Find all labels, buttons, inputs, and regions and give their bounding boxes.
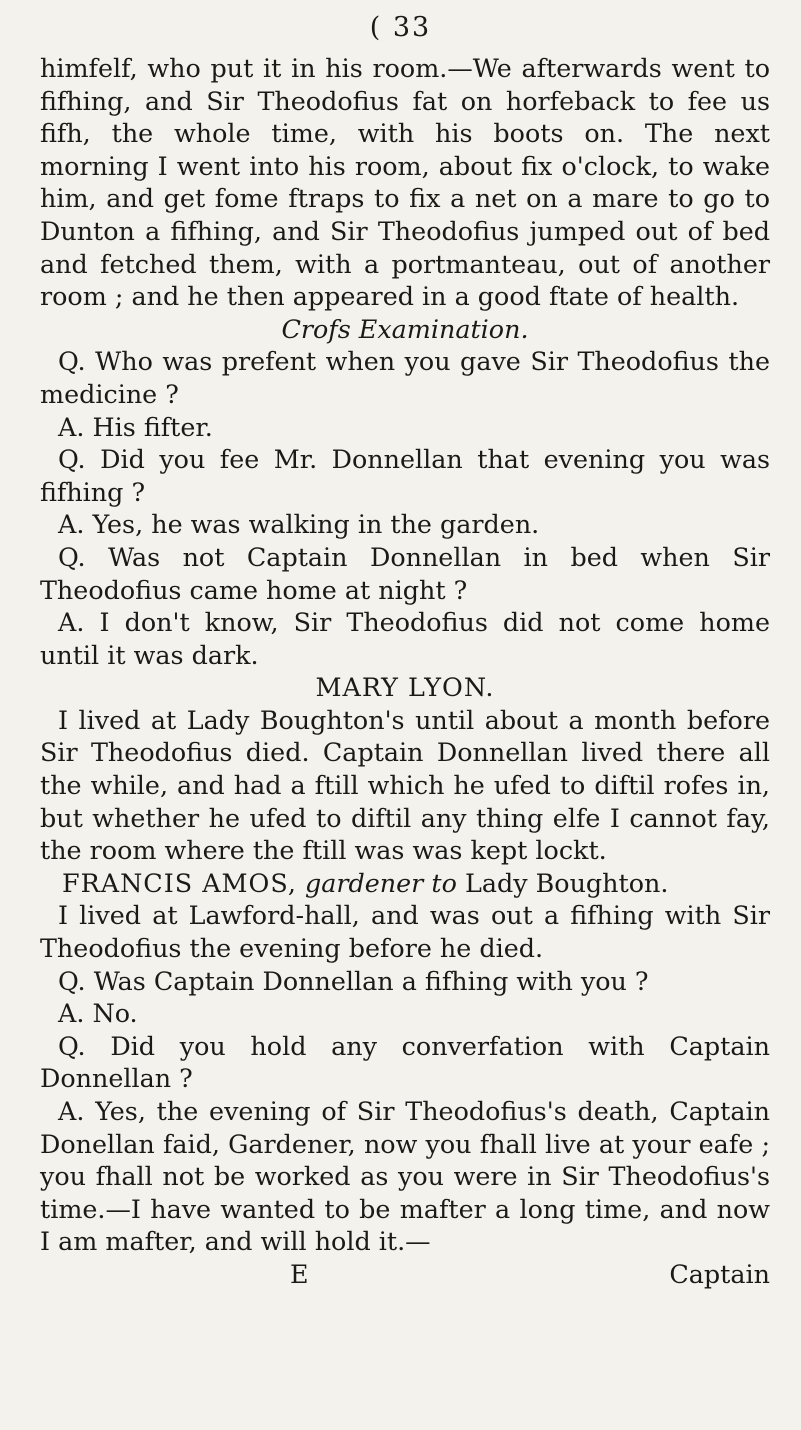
paragraph-mary-lyon: I lived at Lady Boughton's until about a month before Sir Theodofius died. Captain Donnellan lived there all the while, and had a ftill which he ufed to diftil rofes in, but whether he ufed to diftil any thing elfe I cannot fay, the room where the ftill was was kept lockt.	[40, 704, 770, 866]
page-footer	[40, 1258, 770, 1291]
answer-4: A. No.	[58, 998, 138, 1029]
answer-1: A. His fifter.	[58, 411, 213, 442]
paragraph-testimony: himfelf, who put it in his room.—We afterwards went to fifhing, and Sir Theodofius fat on horfeback to fee us fifh, the whole time, with his boots on. The next morning I went into his room, about fix o'clock, to wake him, and get fome ftraps to fix a net on a mare to go to Dunton a fifhing, and Sir Theodofius jumped out of bed and fetched them, with a portmanteau, out of another room ; and he then appeared in a good ftate of health.	[40, 53, 770, 312]
page-number: ( 33	[369, 12, 432, 43]
witness-role: gardener to	[305, 867, 457, 898]
signature-mark: E	[290, 1258, 309, 1289]
question-4: Q. Was Captain Donnellan a fifhing with you ?	[58, 965, 649, 996]
witness-name: FRANCIS AMOS,	[62, 867, 297, 898]
question-5: Q. Did you hold any converfation with Captain Donnellan ?	[40, 1030, 770, 1094]
witness-heading-francis-amos	[40, 867, 770, 900]
question-3: Q. Was not Captain Donnellan in bed when Sir Theodofius came home at night ?	[40, 541, 770, 605]
witness-employer: Lady Boughton.	[464, 867, 669, 898]
catchword: Captain	[669, 1258, 770, 1289]
answer-3: A. I don't know, Sir Theodofius did not come home until it was dark.	[40, 607, 770, 670]
question-2: Q. Did you fee Mr. Donnellan that evening you was fifhing ?	[40, 444, 770, 507]
paragraph-francis-amos: I lived at Lawford-hall, and was out a fifhing with Sir Theodofius the evening before he died.	[40, 900, 770, 964]
answer-5: A. Yes, the evening of Sir Theodofius's death, Captain Donellan faid, Gardener, now you fhall live at your eafe ; you fhall not be worked as you were in Sir Theodofius's time.—I have wanted to be mafter a long time, and now I am mafter, and will hold it.—	[40, 1096, 770, 1257]
page-body	[40, 52, 770, 1291]
cross-examination-heading: Crofs Examination.	[281, 313, 529, 344]
answer-2: A. Yes, he was walking in the garden.	[58, 509, 540, 540]
witness-heading-mary-lyon: MARY LYON.	[315, 672, 495, 703]
question-1: Q. Who was prefent when you gave Sir Theodofius the medicine ?	[40, 346, 770, 409]
